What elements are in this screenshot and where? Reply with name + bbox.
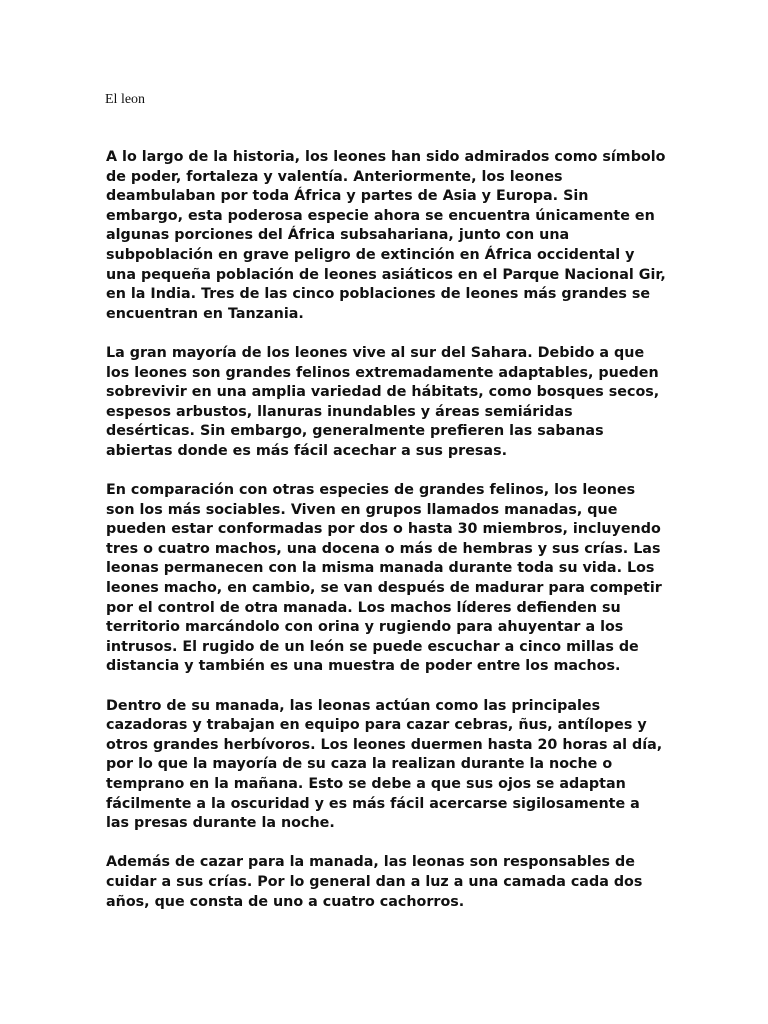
paragraph-social: En comparación con otras especies de grandes felinos, los leones son los más sociables. Viven en grupos llamados manadas, que pueden estar conformadas por dos o hasta 30 miembros, incluyendo tres o cuatro machos, una docena o más de hembras y sus crías. Las leonas permanecen con la misma manada durante toda su vida. Los leones macho, en cambio, se van después de madurar para competir por el control de otra manada. Los machos líderes defienden su territorio marcándolo con orina y rugiendo para ahuyentar a los intrusos. El rugido de un león se puede escuchar a cinco millas de distancia y también es una muestra de poder entre los machos. bbox=[106, 482, 662, 675]
paragraph-habitat: La gran mayoría de los leones vive al sur del Sahara. Debido a que los leones son grandes felinos extremadamente adaptables, pueden sobrevivir en una amplia variedad de hábitats, como bosques secos, espesos arbustos, llanuras inundables y áreas semiáridas desérticas. Sin embargo, generalmente prefieren las sabanas abiertas donde es más fácil acechar a sus presas. bbox=[106, 344, 660, 459]
document-title: El leon bbox=[105, 92, 146, 107]
paragraph-hunting: Dentro de su manada, las leonas actúan como las principales cazadoras y trabajan en equipo para cazar cebras, ñus, antílopes y otros grandes herbívoros. Los leones duermen hasta 20 horas al día, por lo que la mayoría de su caza la realizan durante la noche o temprano en la mañana. Esto se debe a que sus ojos se adaptan fácilmente a la oscuridad y es más fácil acercarse sigilosamente a las presas durante la noche. bbox=[106, 697, 663, 832]
paragraph-history: A lo largo de la historia, los leones han sido admirados como símbolo de poder, fortaleza y valentía. Anteriormente, los leones deambulaban por toda África y partes de Asia y Europa. Sin embargo, esta poderosa especie ahora se encuentra únicamente en algunas porciones del África subsahariana, junto con una subpoblación en grave peligro de extinción en África occidental y una pequeña población de leones asiáticos en el Parque Nacional Gir, en la India. Tres de las cinco poblaciones de leones más grandes se encuentran en Tanzania. bbox=[106, 149, 666, 322]
paragraph-cubs: Además de cazar para la manada, las leonas son responsables de cuidar a sus crías. Por lo general dan a luz a una camada cada dos años, que consta de uno a cuatro cachorros. bbox=[106, 854, 643, 910]
document-body bbox=[106, 148, 666, 932]
